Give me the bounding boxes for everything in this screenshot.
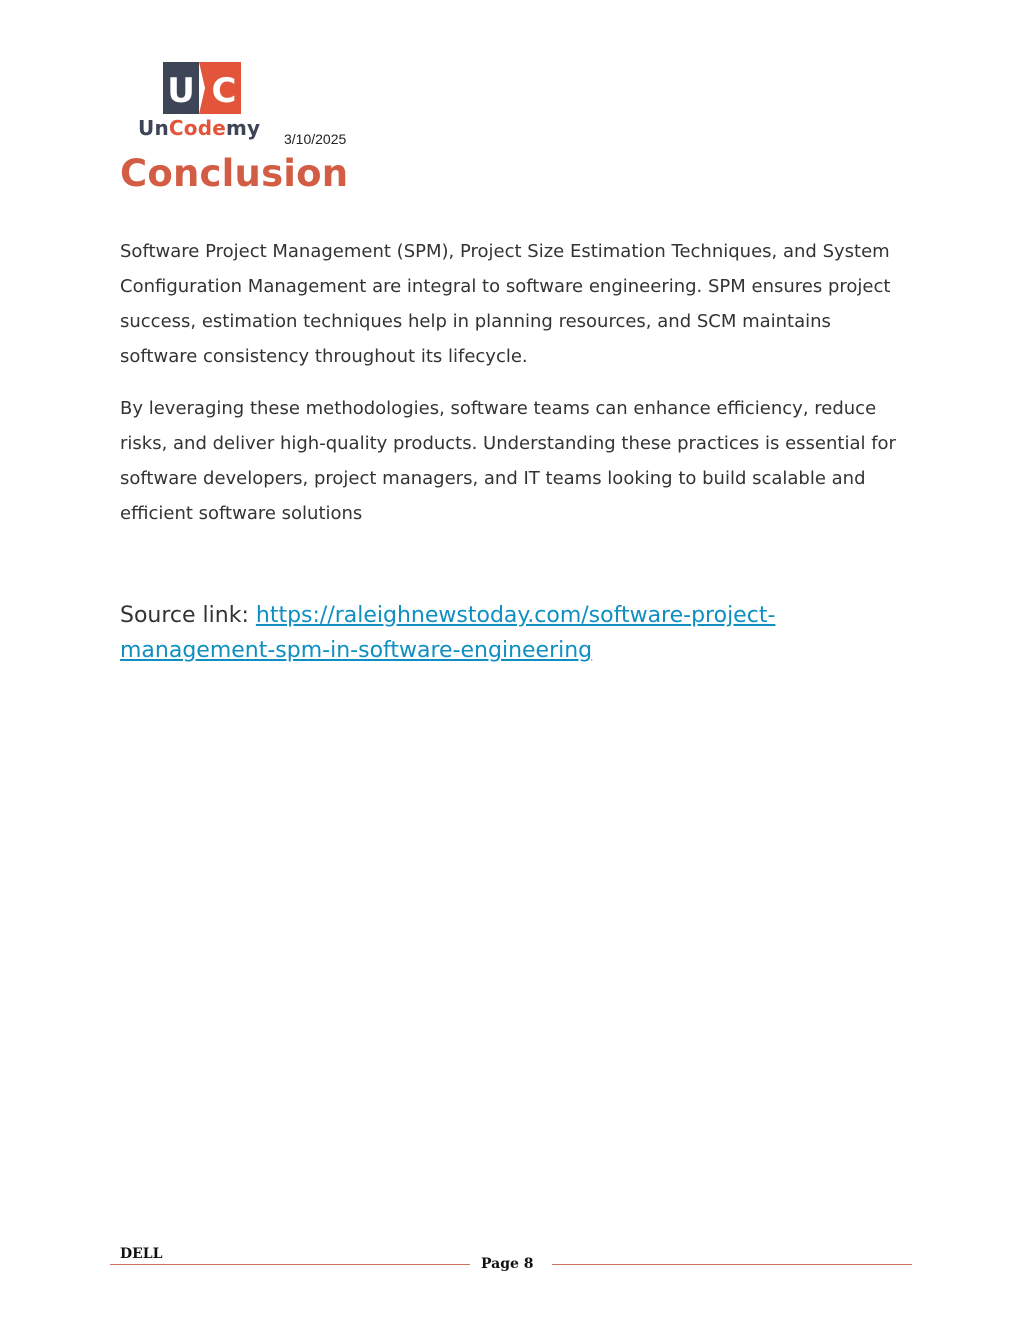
- uncodemy-logo: [135, 58, 270, 146]
- paragraph-spm-summary: Software Project Management (SPM), Project Size Estimation Techniques, and System Configuration Management are integral to software engineering. SPM ensures project success, estimation techniques help in planning resources, and SCM maintains software consistency throughout its lifecycle.: [120, 241, 891, 367]
- uncodemy-logo-mark: [163, 62, 241, 114]
- source-line: [120, 598, 880, 668]
- footer-author: DELL: [120, 1246, 163, 1262]
- logo-mark-right-letter: C: [211, 71, 237, 111]
- header-date: 3/10/2025: [284, 131, 347, 147]
- footer-divider-left: [110, 1264, 470, 1265]
- source-label: Source link:: [120, 603, 256, 628]
- wordmark-part-un: Un: [138, 116, 169, 140]
- paragraph-benefits: By leveraging these methodologies, software teams can enhance efficiency, reduce risks, and deliver high-quality products. Understanding these practices is essential for software developers, project managers, and IT teams looking to build scalable and efficient software solutions: [120, 398, 896, 524]
- source-link[interactable]: https://raleighnewstoday.com/software-project-management-spm-in-software-engineering: [120, 603, 776, 663]
- logo-mark-left-letter: U: [167, 71, 195, 111]
- page-title: Conclusion: [120, 152, 349, 195]
- footer-divider-right: [552, 1264, 912, 1265]
- uncodemy-wordmark: [138, 116, 260, 140]
- footer-page-number: Page 8: [481, 1256, 534, 1272]
- wordmark-part-my: my: [226, 116, 261, 140]
- wordmark-part-code: Code: [168, 116, 226, 140]
- body-text: [120, 234, 910, 548]
